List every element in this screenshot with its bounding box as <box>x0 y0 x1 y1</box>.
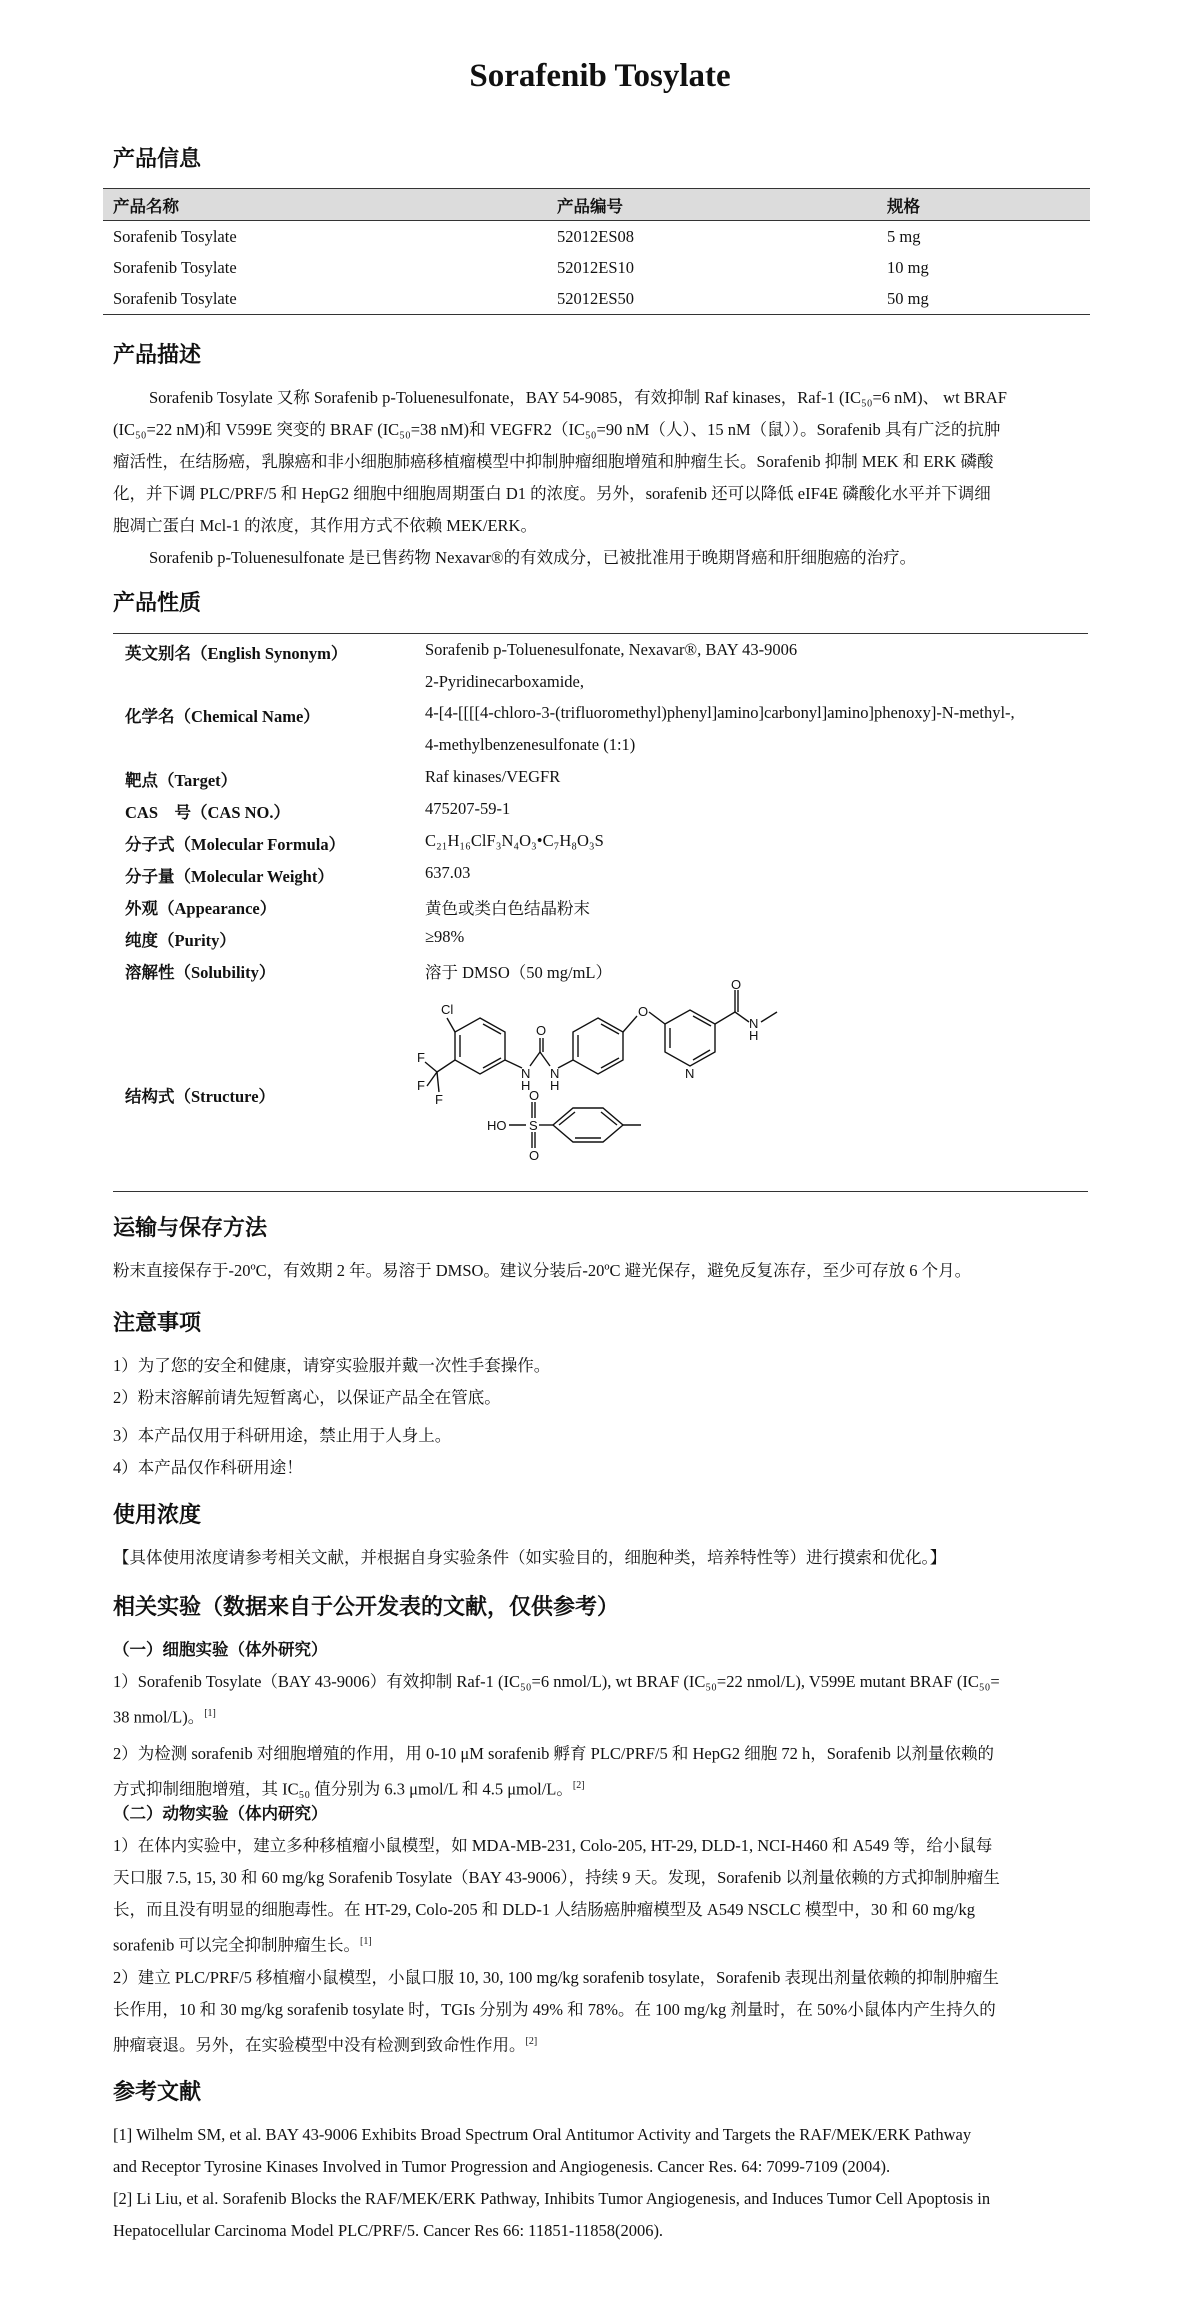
section-heading-description: 产品描述 <box>113 342 202 368</box>
table-cell: Sorafenib Tosylate <box>103 283 547 315</box>
property-value: 4-methylbenzenesulfonate (1:1) <box>425 735 636 754</box>
table-cell: 52012ES08 <box>557 226 635 246</box>
atom-o: O <box>529 1148 540 1163</box>
atom-o: O <box>536 1023 547 1038</box>
text-line: 1）在体内实验中，建立多种移植瘤小鼠模型，如 MDA-MB-231, Colo-205, HT-29, DLD-1, NCI-H460 和 A549 等，给小鼠每 <box>113 1836 993 1855</box>
section-heading-product-info: 产品信息 <box>113 146 202 172</box>
property-value: 溶于 DMSO（50 mg/mL） <box>425 963 613 982</box>
cell-experiment-block <box>113 1634 1088 1805</box>
text-line: 长，而且没有明显的细胞毒性。在 HT-29, Colo-205 和 DLD-1 人结肠癌肿瘤模型及 A549 NSCLC 模型中，30 和 60 mg/kg <box>113 1900 975 1919</box>
atom-o: O <box>731 980 742 992</box>
section-heading-properties: 产品性质 <box>113 590 202 616</box>
reference-line: [1] Wilhelm SM, et al. BAY 43-9006 Exhibits Broad Spectrum Oral Antitumor Activity and Targets the RAF/MEK/ERK Pathway <box>113 2125 972 2144</box>
subsection-heading: （二）动物实验（体内研究） <box>113 1804 328 1823</box>
section-heading-experiments: 相关实验（数据来自于公开发表的文献，仅供参考） <box>113 1594 620 1620</box>
text-line: 胞凋亡蛋白 Mcl-1 的浓度，其作用方式不依赖 MEK/ERK。 <box>113 516 537 535</box>
table-row <box>103 221 1090 253</box>
table-cell: Sorafenib Tosylate <box>113 257 237 277</box>
table-cell: 10 mg <box>887 257 929 277</box>
table-cell: 52012ES10 <box>557 257 635 277</box>
text-line: sorafenib 可以完全抑制肿瘤生长。 <box>113 1935 361 1955</box>
atom-h: H <box>749 1028 759 1043</box>
atom-n: N <box>749 1016 759 1031</box>
reference-line: [2] Li Liu, et al. Sorafenib Blocks the RAF/MEK/ERK Pathway, Inhibits Tumor Angiogenesis, and Induces Tumor Cell Apoptosis in <box>113 2189 991 2208</box>
reference-line: Hepatocellular Carcinoma Model PLC/PRF/5. Cancer Res 66: 11851-11858(2006). <box>113 2221 664 2240</box>
product-table <box>103 188 1090 315</box>
atom-o: O <box>529 1088 540 1103</box>
atom-f: F <box>417 1050 425 1065</box>
text-line: 1）Sorafenib Tosylate（BAY 43-9006）有效抑制 Raf-1 (IC₅₀=6 nmol/L), wt BRAF (IC₅₀=22 nmol/L), V599E mutant BRAF (IC₅₀= <box>113 1672 1000 1691</box>
text-line: 肿瘤衰退。另外，在实验模型中没有检测到致命性作用。 <box>113 2035 526 2054</box>
property-value: Raf kinases/VEGFR <box>425 767 561 786</box>
atom-f: F <box>417 1078 425 1093</box>
property-label: 溶解性（Solubility） <box>125 963 276 982</box>
references-list <box>113 2119 1088 2247</box>
atom-h: H <box>550 1078 560 1093</box>
atom-o: O <box>638 1004 649 1019</box>
subsection-heading: （一）细胞实验（体外研究） <box>113 1640 328 1659</box>
property-label: 分子量（Molecular Weight） <box>125 867 334 886</box>
property-value: ≥98% <box>425 927 465 946</box>
atom-cl: Cl <box>441 1002 454 1017</box>
table-cell: 5 mg <box>887 226 921 246</box>
property-label: 化学名（Chemical Name） <box>125 707 320 726</box>
text-line: Sorafenib Tosylate 又称 Sorafenib p-Toluenesulfonate，BAY 54-9085，有效抑制 Raf kinases，Raf-1 (IC₅₀=6 nM)、 wt BRAF <box>149 388 1007 407</box>
reference-line: and Receptor Tyrosine Kinases Involved in Tumor Progression and Angiogenesis. Cancer Res. 64: 7099-7109 (2004). <box>113 2157 891 2176</box>
text-line: 2）建立 PLC/PRF/5 移植瘤小鼠模型，小鼠口服 10, 30, 100 mg/kg sorafenib tosylate，Sorafenib 表现出剂量依赖的抑制肿瘤生 <box>113 1967 999 1987</box>
concentration-text: 【具体使用浓度请参考相关文献，并根据自身实验条件（如实验目的，细胞种类，培养特性等）进行摸索和优化。】 <box>113 1548 947 1567</box>
property-label: CAS 号（CAS NO.） <box>125 803 291 822</box>
text-line: 38 nmol/L)。 <box>113 1707 205 1727</box>
property-value: Sorafenib p-Toluenesulfonate, Nexavar®, BAY 43-9006 <box>425 640 798 659</box>
property-label: 分子式（Molecular Formula） <box>125 835 346 854</box>
table-cell: 52012ES50 <box>547 283 877 315</box>
column-header: 产品名称 <box>103 189 547 221</box>
citation: [2] <box>572 1779 585 1791</box>
text-line: 方式抑制细胞增殖，其 IC₅₀ 值分别为 6.3 μmol/L 和 4.5 μmol/L。 <box>113 1779 573 1798</box>
page-title: Sorafenib Tosylate <box>469 58 731 94</box>
property-label: 外观（Appearance） <box>125 899 277 918</box>
atom-h: H <box>521 1078 531 1093</box>
atom-n: N <box>550 1066 560 1081</box>
list-item: 3）本产品仅用于科研用途，禁止用于人身上。 <box>113 1426 452 1445</box>
table-cell: 50 mg <box>877 283 1090 315</box>
animal-experiment-block <box>113 1798 1088 2061</box>
citation: [2] <box>525 2035 538 2047</box>
section-heading-concentration: 使用浓度 <box>113 1502 202 1528</box>
property-value: 4-[4-[[[[4-chloro-3-(trifluoromethyl)phenyl]amino]carbonyl]amino]phenoxy]-N-methyl-, <box>425 703 1015 722</box>
divider <box>113 1191 1088 1192</box>
property-value: 475207-59-1 <box>425 799 511 818</box>
list-item: 1）为了您的安全和健康，请穿实验服并戴一次性手套操作。 <box>113 1356 551 1375</box>
table-row <box>103 283 1090 315</box>
text-line: 瘤活性，在结肠癌，乳腺癌和非小细胞肺癌移植瘤模型中抑制肿瘤细胞增殖和肿瘤生长。Sorafenib 抑制 MEK 和 ERK 磷酸 <box>113 452 994 471</box>
property-label: 英文别名（English Synonym） <box>125 644 348 663</box>
atom-f: F <box>435 1092 443 1107</box>
atom-n: N <box>521 1066 531 1081</box>
text-line: 长作用，10 和 30 mg/kg sorafenib tosylate 时，TGIs 分别为 49% 和 78%。在 100 mg/kg 剂量时，在 50%小鼠体内产生持久的 <box>113 1999 996 2019</box>
atom-ho: HO <box>487 1118 507 1133</box>
property-value: 黄色或类白色结晶粉末 <box>425 899 590 918</box>
text-line: 化，并下调 PLC/PRF/5 和 HepG2 细胞中细胞周期蛋白 D1 的浓度。另外，sorafenib 还可以降低 eIF4E 磷酸化水平并下调细 <box>113 484 991 503</box>
column-header: 产品编号 <box>547 189 877 221</box>
citation: [1] <box>360 1936 372 1947</box>
storage-text: 粉末直接保存于-20ºC，有效期 2 年。易溶于 DMSO。建议分装后-20ºC 避光保存，避免反复冻存，至少可存放 6 个月。 <box>113 1261 972 1280</box>
property-value: 637.03 <box>425 863 471 882</box>
atom-n: N <box>685 1066 695 1081</box>
table-row <box>103 252 1090 283</box>
description-paragraph <box>113 382 1088 574</box>
property-value: 2-Pyridinecarboxamide, <box>425 672 584 691</box>
text-line: 2）为检测 sorafenib 对细胞增殖的作用，用 0-10 μM sorafenib 孵育 PLC/PRF/5 和 HepG2 细胞 72 h，Sorafenib 以剂量依赖的 <box>113 1743 995 1763</box>
citation: [1] <box>204 1708 216 1719</box>
list-item: 4）本产品仅作科研用途！ <box>113 1458 303 1477</box>
properties-table <box>113 633 1088 1106</box>
text-line: 天口服 7.5, 15, 30 和 60 mg/kg Sorafenib Tosylate（BAY 43-9006），持续 9 天。发现，Sorafenib 以剂量依赖的方式抑制肿瘤生 <box>113 1868 1000 1887</box>
precautions-list <box>113 1350 1088 1484</box>
property-value: C₂₁H₁₆ClF₃N₄O₃•C₇H₈O₃S <box>425 831 604 850</box>
property-label: 结构式（Structure） <box>125 1087 276 1106</box>
property-label: 靶点（Target） <box>125 771 238 790</box>
section-heading-precautions: 注意事项 <box>113 1310 202 1336</box>
section-heading-references: 参考文献 <box>113 2079 202 2105</box>
table-header-row <box>103 189 1090 221</box>
property-label: 纯度（Purity） <box>125 931 236 950</box>
chemical-structure <box>405 980 925 1190</box>
column-header: 规格 <box>877 189 1090 221</box>
list-item: 2）粉末溶解前请先短暂离心，以保证产品全在管底。 <box>113 1388 501 1407</box>
text-line: Sorafenib p-Toluenesulfonate 是已售药物 Nexavar®的有效成分，已被批准用于晚期肾癌和肝细胞癌的治疗。 <box>149 548 917 567</box>
section-heading-storage: 运输与保存方法 <box>113 1215 268 1241</box>
atom-s: S <box>529 1118 538 1133</box>
text-line: (IC₅₀=22 nM)和 V599E 突变的 BRAF (IC₅₀=38 nM)和 VEGFR2（IC₅₀=90 nM（人）、15 nM（鼠））。Sorafenib 具有广泛的抗肿 <box>113 420 1001 439</box>
table-cell: Sorafenib Tosylate <box>113 226 237 246</box>
